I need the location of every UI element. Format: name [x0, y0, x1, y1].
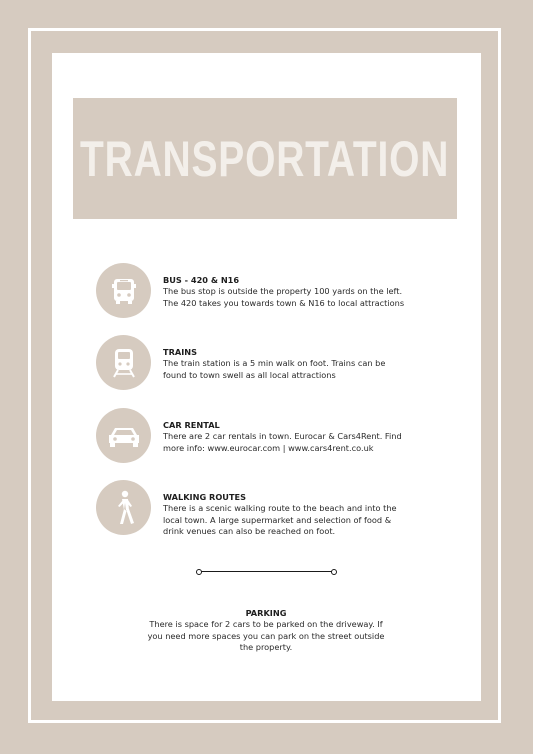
item-line: drink venues can also be reached on foot.: [163, 526, 336, 536]
item-line: There is a scenic walking route to the beach and into the: [163, 503, 397, 513]
parking-line: There is space for 2 cars to be parked on the driveway. If: [149, 619, 383, 629]
walking-person-icon: [96, 480, 151, 535]
parking-description: [140, 619, 392, 654]
item-description: [163, 503, 413, 538]
item-line: There are 2 car rentals in town. Eurocar & Cars4Rent. Find: [163, 431, 402, 441]
parking-line: you need more spaces you can park on the street outside: [147, 630, 385, 641]
item-line: more info: www.eurocar.com | www.cars4rent.co.uk: [163, 442, 374, 453]
item-line: found to town swell as all local attractions: [163, 369, 336, 380]
car-icon: [96, 408, 151, 463]
item-heading: WALKING ROUTES: [163, 492, 247, 502]
divider-dot-right: [331, 569, 337, 575]
item-line: local town. A large supermarket and selection of food &: [163, 514, 392, 525]
page-title: TRANSPORTATION: [80, 130, 450, 187]
item-heading: CAR RENTAL: [163, 420, 220, 430]
item-line: The 420 takes you towards town & N16 to local attractions: [163, 297, 405, 308]
item-description: [163, 431, 413, 454]
item-description: [163, 358, 413, 381]
train-icon: [96, 335, 151, 390]
parking-section: [140, 608, 392, 654]
item-line: The bus stop is outside the property 100 yards on the left.: [163, 286, 403, 296]
divider-dot-left: [196, 569, 202, 575]
item-heading: BUS - 420 & N16: [163, 275, 240, 285]
item-description: [163, 286, 413, 309]
bus-icon: [96, 263, 151, 318]
parking-line: the property.: [239, 642, 293, 652]
item-heading: TRAINS: [163, 347, 198, 357]
title-banner: [73, 98, 457, 219]
item-line: The train station is a 5 min walk on foot. Trains can be: [163, 358, 386, 368]
section-divider: [199, 571, 334, 572]
parking-heading: PARKING: [245, 608, 287, 618]
